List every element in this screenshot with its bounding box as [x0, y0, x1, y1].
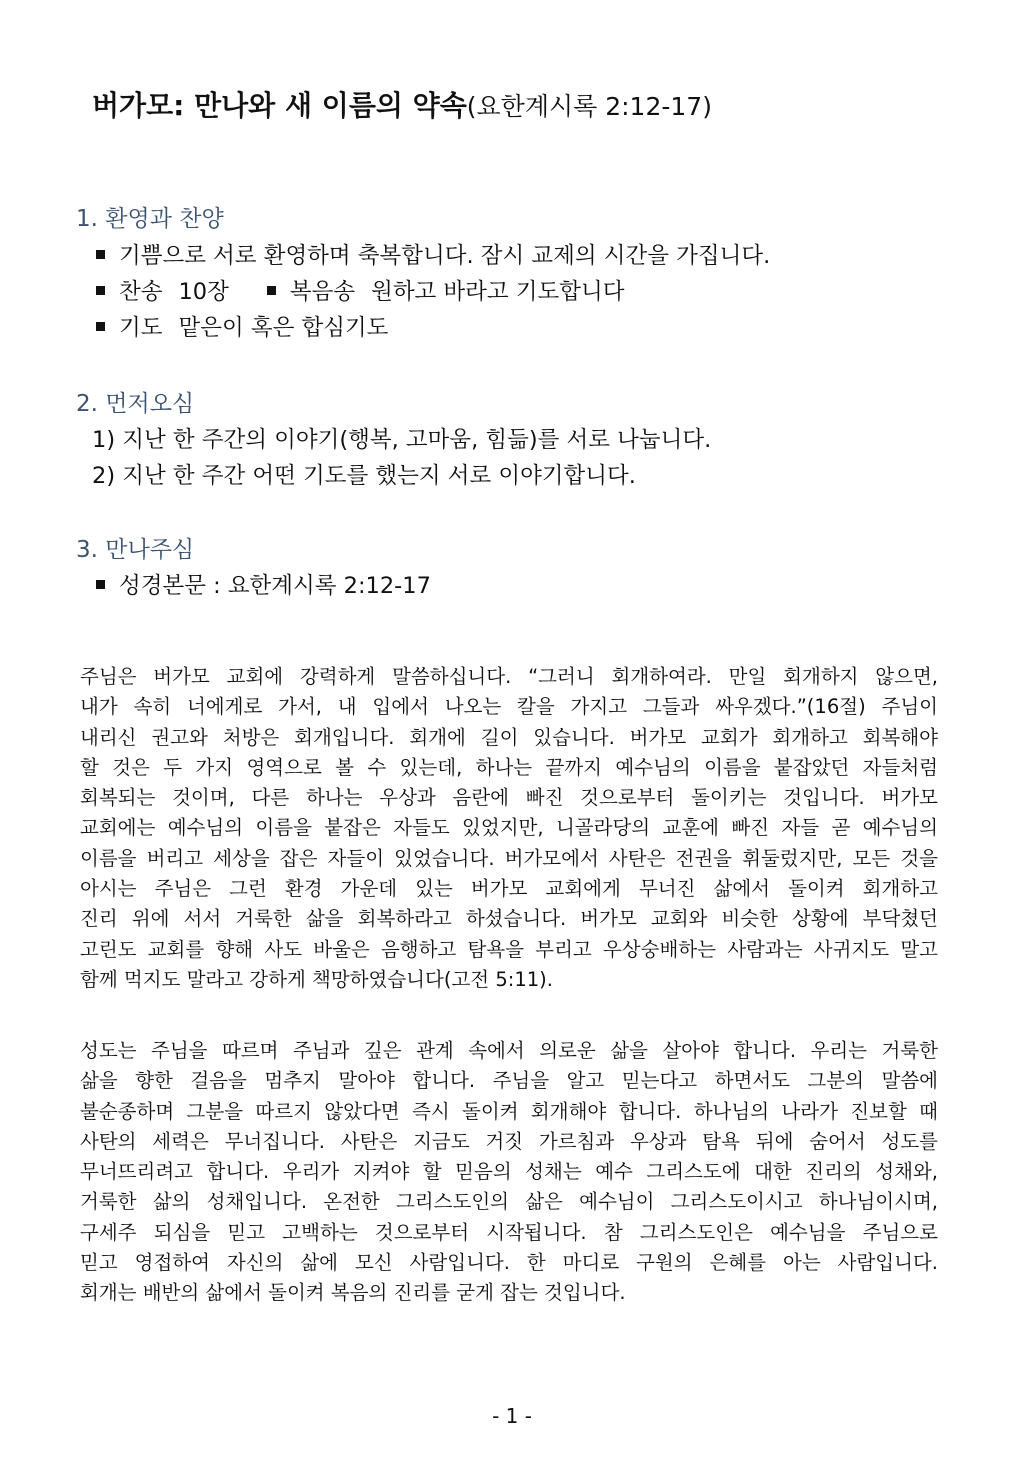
- section1-hymns: [96, 274, 624, 306]
- paragraph-line: 교회에는 예수님의 이름을 붙잡은 자들도 있었지만, 니골라당의 교훈에 빠진 자들 곧 예수님의: [80, 816, 938, 840]
- paragraph-line: 믿고 영접하여 자신의 삶에 모신 사람입니다. 한 마디로 구원의 은혜를 아는 사람입니다.: [80, 1251, 938, 1275]
- section1-welcome: 기쁨으로 서로 환영하며 축복합니다. 잠시 교제의 시간을 가집니다.: [96, 238, 770, 270]
- title-main: 버가모: 만나와 새 이름의 약속: [92, 89, 467, 122]
- page-number: - 1 -: [492, 1404, 532, 1428]
- document-title: [92, 84, 712, 124]
- paragraph-line: 진리 위에 서서 거룩한 삶을 회복하라고 하셨습니다. 버가모 교회와 비슷한 상황에 부닥쳤던: [80, 907, 938, 931]
- paragraph-line: 거룩한 삶의 성채입니다. 온전한 그리스도인의 삶은 예수님이 그리스도이시고 하나님이시며,: [80, 1190, 938, 1214]
- paragraph-line: 회복되는 것이며, 다른 하나는 우상과 음란에 빠진 것으로부터 돌이키는 것입니다. 버가모: [80, 786, 938, 810]
- section1-heading: 1. 환영과 찬양: [76, 206, 224, 232]
- paragraph-line: 사탄의 세력은 무너집니다. 사탄은 지금도 거짓 가르침과 우상과 탐욕 뒤에 숨어서 성도를: [80, 1129, 938, 1153]
- bullet-square-icon: [267, 286, 276, 295]
- paragraph-line: 구세주 되심을 믿고 고백하는 것으로부터 시작됩니다. 참 그리스도인은 예수님을 주님으로: [80, 1220, 938, 1244]
- paragraph-line: 성도는 주님을 따르며 주님과 깊은 관계 속에서 의로운 삶을 살아야 합니다. 우리는 거룩한: [80, 1039, 938, 1062]
- section1-prayer: [96, 310, 388, 342]
- prayer-label: 기도: [119, 315, 163, 341]
- bullet-square-icon: [96, 286, 105, 295]
- paragraph-line: 삶을 향한 걸음을 멈추지 말아야 합니다. 주님을 알고 믿는다고 하면서도 그분의 말씀에: [80, 1069, 938, 1093]
- hymn-label: 찬송: [119, 279, 163, 305]
- prayer-value: 맡은이 혹은 합심기도: [178, 315, 389, 341]
- paragraph-line: 무너뜨리려고 합니다. 우리가 지켜야 할 믿음의 성채는 예수 그리스도에 대한 진리의 성채와,: [80, 1160, 938, 1184]
- paragraph-line: 할 것은 두 가지 영역으로 볼 수 있는데, 하나는 끝까지 예수님의 이름을 붙잡았던 자들처럼: [80, 755, 938, 779]
- paragraph-line: 회개는 배반의 삶에서 돌이켜 복음의 진리를 굳게 잡는 것입니다.: [80, 1281, 626, 1305]
- section3-heading: 3. 만나주심: [76, 537, 195, 563]
- paragraph-line: 함께 먹지도 말라고 강하게 책망하였습니다(고전 5:11).: [80, 967, 553, 991]
- sermon-paragraph-1: [80, 662, 938, 995]
- paragraph-line: 고린도 교회를 향해 사도 바울은 음행하고 탐욕을 부리고 우상숭배하는 사람과는 사귀지도 말고: [80, 937, 938, 961]
- paragraph-line: 내가 속히 너에게로 가서, 내 입에서 나오는 칼을 가지고 그들과 싸우겠다.”(16절) 주님이: [80, 695, 938, 719]
- bullet-square-icon: [96, 322, 105, 331]
- section3-scripture: 성경본문 : 요한계시록 2:12-17: [96, 568, 431, 600]
- gospel-value: 원하고 바라고 기도합니다: [371, 279, 625, 305]
- paragraph-line: 이름을 버리고 세상을 잡은 자들이 있었습니다. 버가모에서 사탄은 전권을 휘둘렀지만, 모든 것을: [80, 846, 938, 870]
- bullet-square-icon: [96, 250, 105, 259]
- paragraph-line: 내리신 권고와 처방은 회개입니다. 회개에 길이 있습니다. 버가모 교회가 회개하고 회복해야: [80, 725, 938, 749]
- section2-heading: 2. 먼저오심: [76, 391, 195, 417]
- section2-item-1: 1) 지난 한 주간의 이야기(행복, 고마움, 힘듦)를 서로 나눕니다.: [92, 427, 712, 453]
- paragraph-line: 주님은 버가모 교회에 강력하게 말씀하십니다. “그러니 회개하여라. 만일 회개하지 않으면,: [80, 665, 938, 688]
- hymn-value: 10장: [178, 279, 229, 305]
- paragraph-line: 불순종하며 그분을 따르지 않았다면 즉시 돌이켜 회개해야 합니다. 하나님의 나라가 진보할 때: [80, 1099, 938, 1123]
- section2-item-2: 2) 지난 한 주간 어떤 기도를 했는지 서로 이야기합니다.: [92, 463, 636, 489]
- title-reference: (요한계시록 2:12-17): [466, 92, 712, 121]
- gospel-label: 복음송: [289, 279, 356, 305]
- paragraph-line: 아시는 주님은 그런 환경 가운데 있는 버가모 교회에게 무너진 삶에서 돌이켜 회개하고: [80, 877, 938, 901]
- bullet-square-icon: [96, 580, 105, 589]
- sermon-paragraph-2: [80, 1036, 938, 1309]
